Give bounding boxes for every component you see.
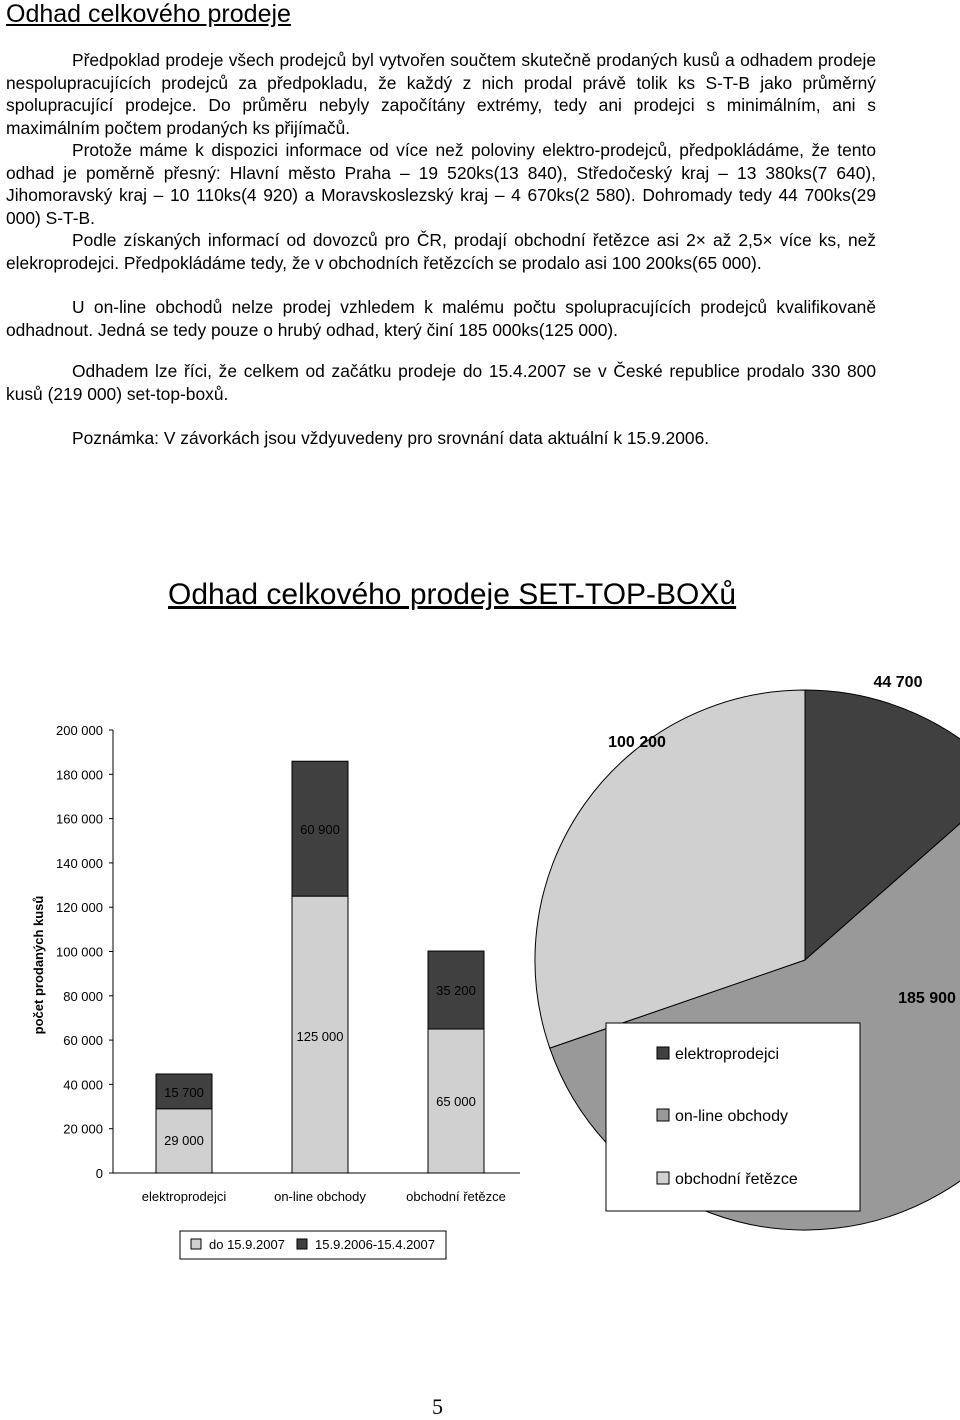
y-tick-label: 100 000 bbox=[56, 944, 103, 960]
section-heading: Odhad celkového prodeje bbox=[6, 0, 291, 28]
y-tick-label: 20 000 bbox=[63, 1121, 103, 1137]
bar-value-label: 35 200 bbox=[436, 983, 476, 998]
pie-legend-swatch bbox=[657, 1172, 669, 1184]
pie-legend-label: obchodní řetězce bbox=[675, 1171, 798, 1188]
pie-legend-label: elektroprodejci bbox=[675, 1046, 780, 1063]
paragraph-total-text: Odhadem lze říci, že celkem od začátku prodeje do 15.4.2007 se v České republice prodalo 330 800 kusů (219 000) set-top-boxů. bbox=[6, 361, 876, 404]
pie-legend-swatch bbox=[657, 1047, 669, 1059]
x-category-label: elektroprodejci bbox=[141, 1189, 227, 1204]
paragraph-chains-text: Podle získaných informací od dovozců pro ČR, prodají obchodní řetězce asi 2× až 2,5× více ks, než elekroprodejci. Předpokládáme tedy, že v obchodních řetězcích se prodalo asi 100 200ks(65 000). bbox=[6, 230, 876, 273]
y-tick-label: 40 000 bbox=[63, 1077, 103, 1093]
pie-value-label: 44 700 bbox=[873, 674, 923, 691]
bar-value-label: 29 000 bbox=[164, 1133, 204, 1148]
pie-legend-swatch bbox=[657, 1109, 669, 1121]
bar-value-label: 125 000 bbox=[296, 1029, 344, 1044]
y-tick-label: 0 bbox=[95, 1166, 103, 1181]
chart-title: Odhad celkového prodeje SET-TOP-BOXů bbox=[168, 578, 737, 611]
y-tick-label: 120 000 bbox=[56, 900, 103, 916]
y-tick-label: 180 000 bbox=[56, 767, 103, 783]
y-axis-title: počet prodaných kusů bbox=[31, 895, 46, 1035]
bar-legend-swatch bbox=[191, 1239, 201, 1249]
y-tick-label: 60 000 bbox=[63, 1033, 103, 1049]
note: Poznámka: V závorkách jsou vždyuvedeny pro srovnání data aktuální k 15.9.2006. bbox=[72, 428, 710, 448]
pie-value-label: 100 200 bbox=[608, 734, 666, 751]
x-category-label: on-line obchody bbox=[274, 1189, 366, 1204]
page-number: 5 bbox=[432, 1394, 443, 1419]
y-tick-label: 140 000 bbox=[56, 855, 103, 871]
pie-legend-label: on-line obchody bbox=[675, 1108, 788, 1125]
bar-legend-label: do 15.9.2007 bbox=[209, 1237, 285, 1252]
y-tick-label: 200 000 bbox=[56, 723, 103, 738]
bar-value-label: 15 700 bbox=[164, 1085, 204, 1100]
y-tick-label: 160 000 bbox=[56, 811, 103, 827]
bar-legend-swatch bbox=[297, 1239, 307, 1249]
paragraph-intro-text: Předpoklad prodeje všech prodejců byl vytvořen součtem skutečně prodaných kusů a odhadem prodeje nespolupracujících prodejců za předpokladu, že každý z nich prodal právě tolik ks S-T-B jako průměrný spolupracující prodejce. Do průměru nebyly započítány extrémy, tedy ani prodejci s minimálním, ani s maximálním počtem prodaných ks přijímačů. bbox=[6, 50, 876, 138]
bar-value-label: 60 900 bbox=[300, 822, 340, 837]
x-category-label: obchodní řetězce bbox=[406, 1189, 506, 1204]
paragraph-electro-text: Protože máme k dispozici informace od více než poloviny elektro-prodejců, předpokládáme, že tento odhad je poměrně přesný: Hlavní město Praha – 19 520ks(13 840), Středočeský kraj – 13 380ks(7 640), Jihomoravský kraj – 10 110ks(4 920) a Moravskoslezský kraj – 4 670ks(2 580). Dohromady tedy 44 700ks(29 000) S-T-B. bbox=[6, 140, 876, 228]
bar-legend-label: 15.9.2006-15.4.2007 bbox=[315, 1237, 435, 1252]
paragraph-online-text: U on-line obchodů nelze prodej vzhledem k malému počtu spolupracujících prodejců kvalifikovaně odhadnout. Jedná se tedy pouze o hrubý odhad, který činí 185 000ks(125 000). bbox=[6, 297, 876, 340]
y-tick-label: 80 000 bbox=[63, 988, 103, 1004]
pie-value-label: 185 900 bbox=[898, 990, 956, 1007]
bar-value-label: 65 000 bbox=[436, 1094, 476, 1109]
